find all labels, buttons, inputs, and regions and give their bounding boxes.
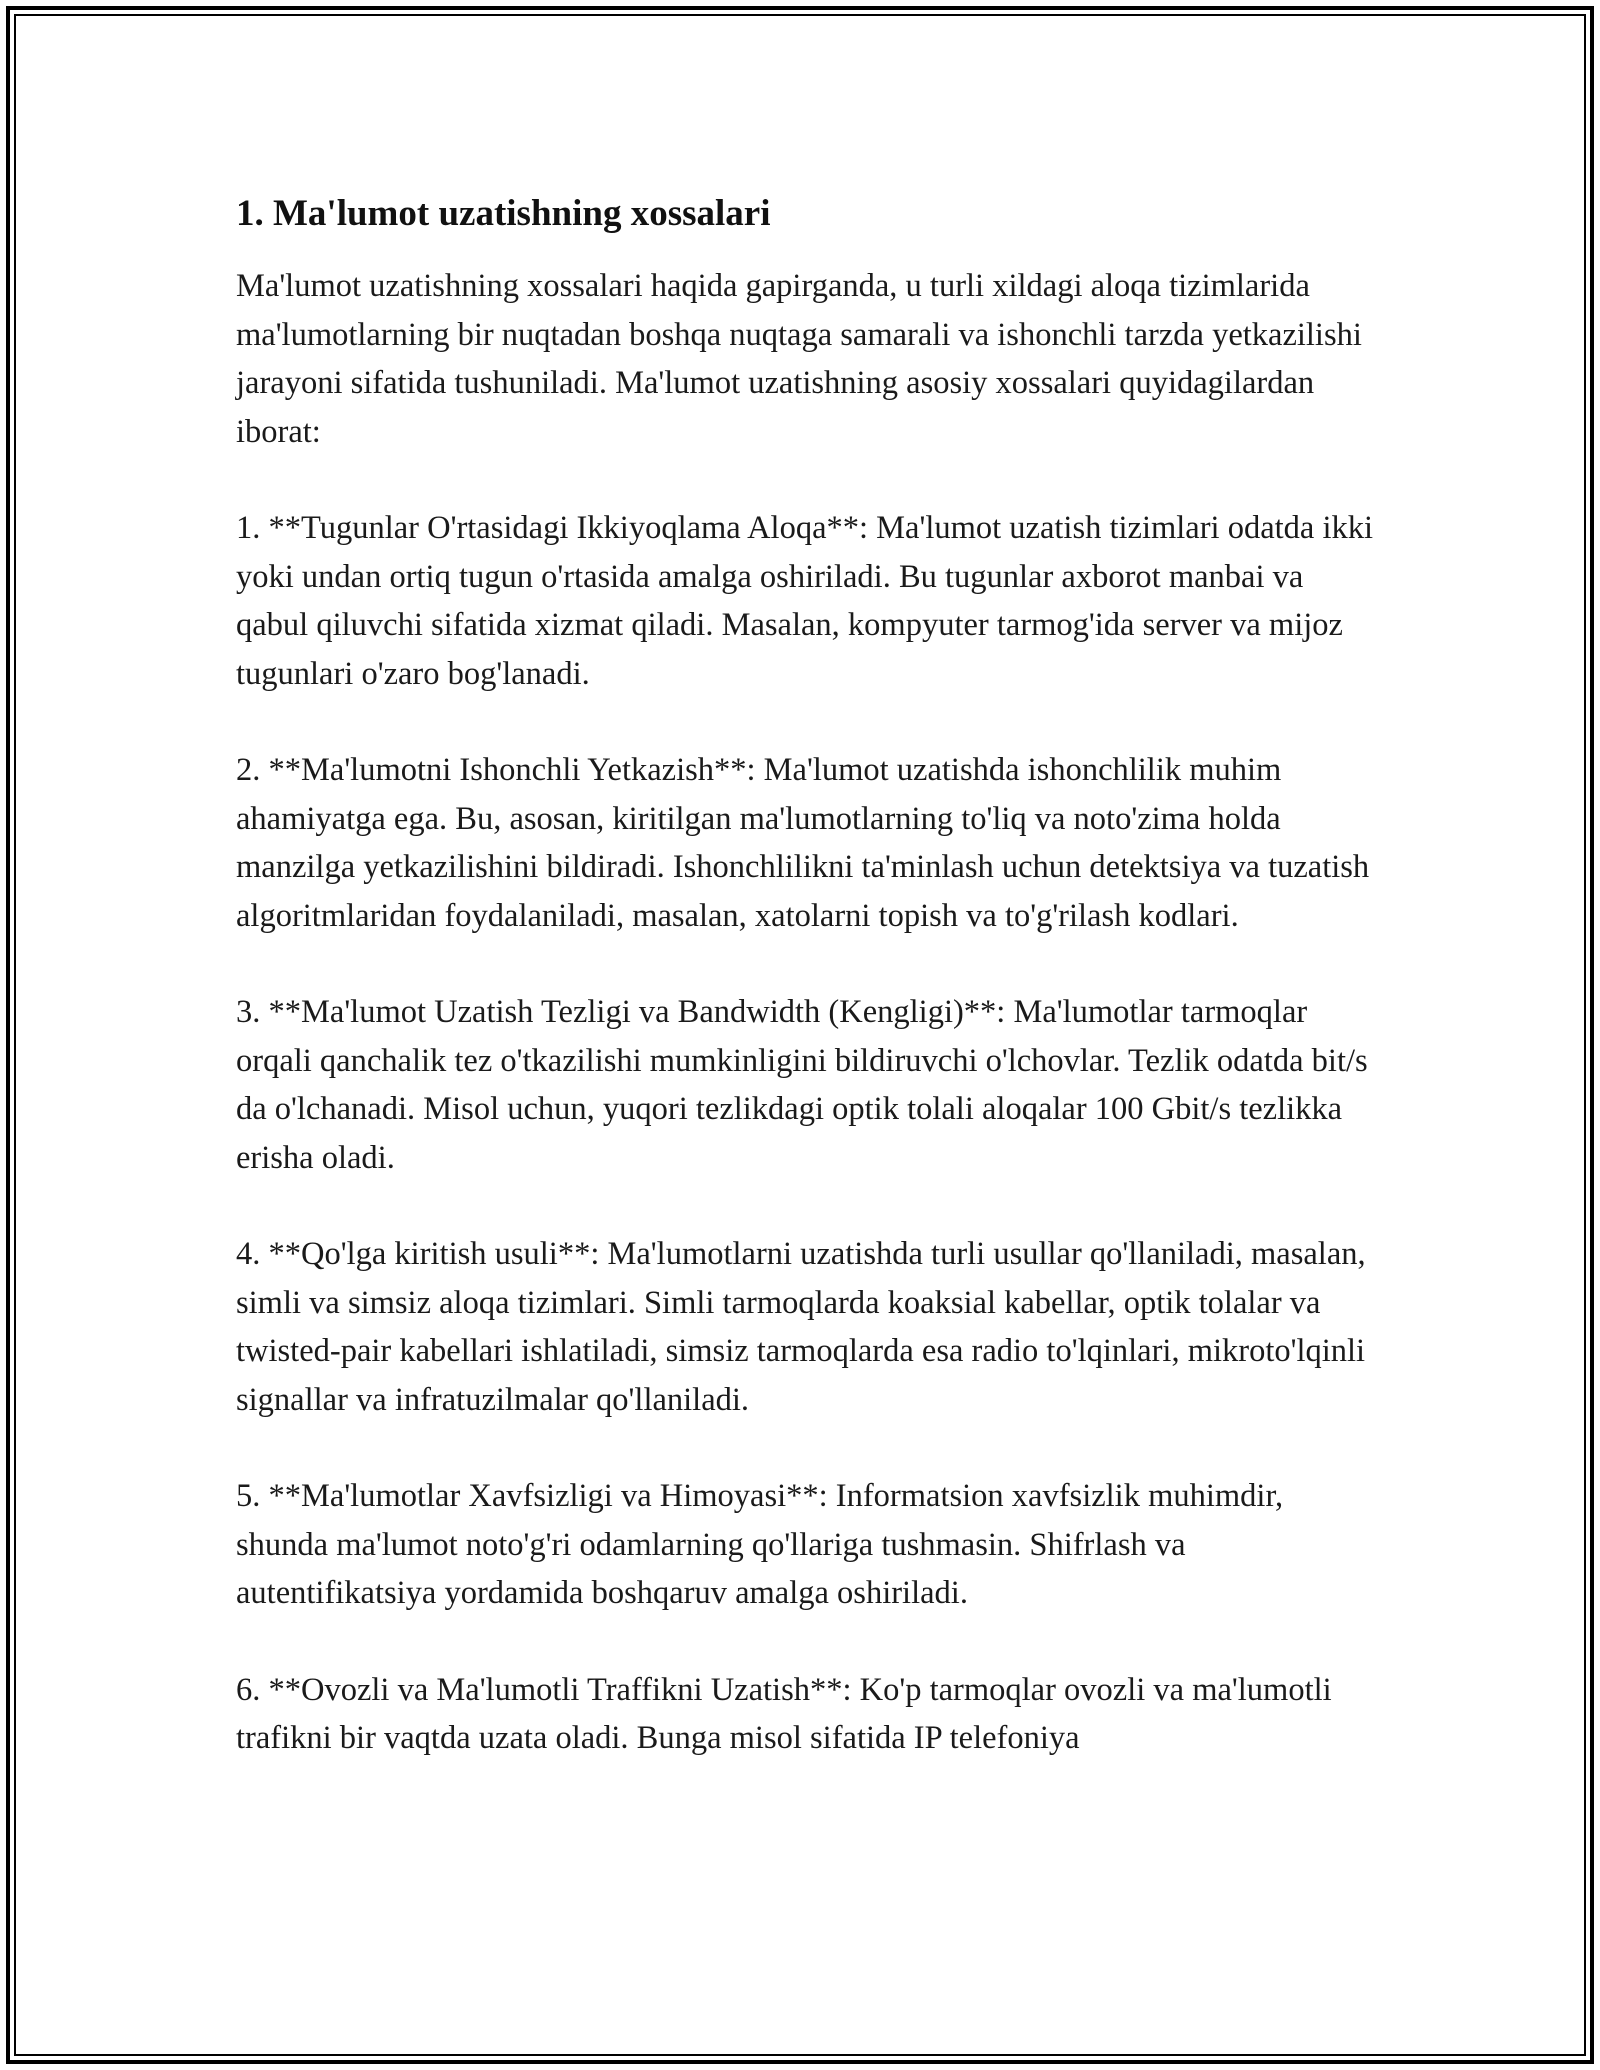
list-item: 3. **Ma'lumot Uzatish Tezligi va Bandwidth (Kengligi)**: Ma'lumotlar tarmoqlar orqali qanchalik tez o'tkazilishi mumkinligini bildiruvchi o'lchovlar. Tezlik odatda bit/s da o'lchanadi. Misol uchun, yuqori tezlikdagi optik tolali aloqalar 100 Gbit/s tezlikka erisha oladi. [236,994,1368,1176]
list-item: 1. **Tugunlar O'rtasidagi Ikkiyoqlama Aloqa**: Ma'lumot uzatish tizimlari odatda ikki yoki undan ortiq tugun o'rtasida amalga oshiriladi. Bu tugunlar axborot manbai va qabul qiluvchi sifatida xizmat qiladi. Masalan, kompyuter tarmog'ida server va mijoz tugunlari o'zaro bog'lanadi. [236,510,1374,692]
document-body [236,186,1376,1811]
document-title: 1. Ma'lumot uzatishning xossalari [236,193,771,234]
list-item: 5. **Ma'lumotlar Xavfsizligi va Himoyasi**: Informatsion xavfsizlik muhimdir, shunda ma'lumot noto'g'ri odamlarning qo'llariga tushmasin. Shifrlash va autentifikatsiya yordamida boshqaruv amalga oshiriladi. [236,1478,1284,1611]
list-item: 6. **Ovozli va Ma'lumotli Traffikni Uzatish**: Ko'p tarmoqlar ovozli va ma'lumotli trafikni bir vaqtda uzata oladi. Bunga misol sifatida IP telefoniya [236,1671,1332,1756]
list-item: 4. **Qo'lga kiritish usuli**: Ma'lumotlarni uzatishda turli usullar qo'llaniladi, masalan, simli va simsiz aloqa tizimlari. Simli tarmoqlarda koaksial kabellar, optik tolalar va twisted-pair kabellari ishlatiladi, simsiz tarmoqlarda esa radio to'lqinlari, mikroto'lqinli signallar va infratuzilmalar qo'llaniladi. [236,1236,1366,1418]
list-item: 2. **Ma'lumotni Ishonchli Yetkazish**: Ma'lumot uzatishda ishonchlilik muhim ahamiyatga ega. Bu, asosan, kiritilgan ma'lumotlarning to'liq va noto'zima holda manzilga yetkazilishini bildiradi. Ishonchlilikni ta'minlash uchun detektsiya va tuzatish algoritmlaridan foydalaniladi, masalan, xatolarni topish va to'g'rilash kodlari. [236,752,1370,934]
intro-paragraph: Ma'lumot uzatishning xossalari haqida gapirganda, u turli xildagi aloqa tizimlarida ma'lumotlarning bir nuqtadan boshqa nuqtaga samarali va ishonchli tarzda yetkazilishi jarayoni sifatida tushuniladi. Ma'lumot uzatishning asosiy xossalari quyidagilardan iborat: [236,268,1362,450]
